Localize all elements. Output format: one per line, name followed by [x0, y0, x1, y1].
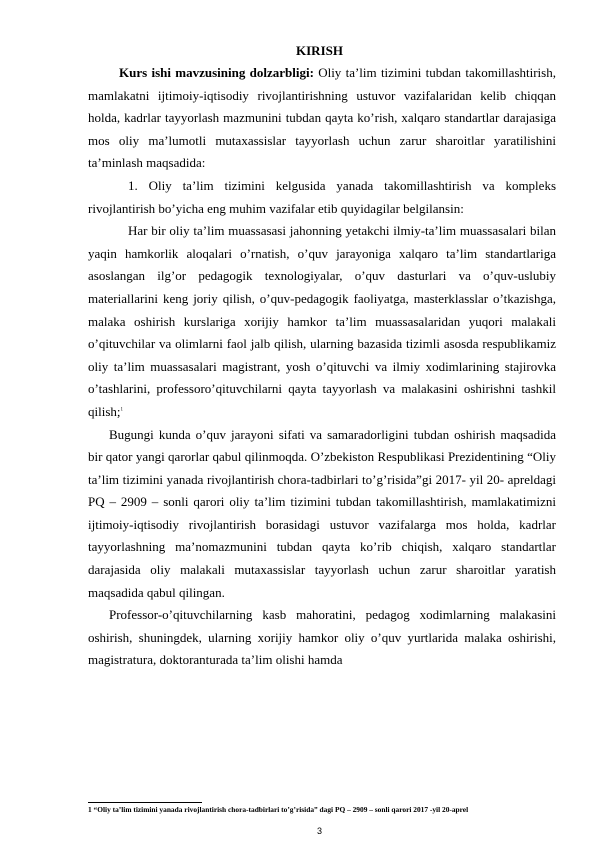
footnote-separator — [88, 802, 202, 803]
paragraph-professors: Professor-o’qituvchilarning kasb mahoratini, pedagog xodimlarning malakasini oshirish, shuningdek, ularning xorijiy hamkor oliy o’quv yurtlarida malaka oshirishi, magistratura, doktoranturada ta’lim olishi hamda — [88, 607, 556, 668]
paragraph-task-list: 1. Oliy ta’lim tizimini kelgusida yanada takomillashtirish va kompleks rivojlantirish bo’yicha eng muhim vazifalar etib quyidagilar belgilansin: — [88, 177, 556, 216]
paragraph-decree: Bugungi kunda o’quv jarayoni sifati va samaradorligini tubdan oshirish maqsadida bir qator yangi qarorlar qabul qilinmoqda. O’zbekiston Respublikasi Prezidentining “Oliy ta’lim tizimini yanada rivojlantirish chora-tadbirlari to’g’risida”gi 2017- yil 20- apreldagi PQ – 2909 – sonli qarori oliy ta’lim tizimini tubdan takomillashtirish, mamlakatimizni ijtimoiy-iqtisodiy rivojlantirish borasidagi ustuvor vazifalarga mos holda, kadrlar tayyorlashning ma’nomazmunini tubdan qayta ko’rib chiqish, xalqaro standartlar darajasida oliy malakali mutaxassislar tayyorlash uchun zarur sharoitlar yaratish maqsadida qabul qilingan. — [88, 426, 556, 600]
paragraph-lead: Kurs ishi mavzusining dolzarbligi: — [119, 65, 314, 80]
footnote-marker[interactable]: 1 — [120, 407, 124, 413]
paragraph-text: Oliy ta’lim tizimini tubdan takomillashtirish, mamlakatni ijtimoiy-iqtisodiy rivojlantirishning ustuvor vazifalaridan kelib chiqqan holda, kadrlar tayyorlash mazmunini tubdan qayta ko’rish, xalqaro standartlar darajasiga mos oliy ma’lumotli mutaxassislar tayyorlash uchun zarur sharoitlar yaratilishini ta’minlash maqsadida: — [88, 65, 556, 171]
paragraph-relevance — [88, 62, 556, 175]
page-number: 3 — [316, 826, 322, 836]
footnote: 1 “Oliy ta’lim tizimini yanada rivojlantirish chora-tadbirlari to’g’risida” dagi PQ – 2909 – sonli qarori 2017 -yil 20-aprel — [88, 805, 469, 814]
body-text — [88, 62, 556, 672]
paragraph-text: Har bir oliy ta’lim muassasasi jahonning yetakchi ilmiy-ta’lim muassasalari bilan yaqin hamkorlik aloqalari o’rnatish, o’quv jarayoniga xalqaro ta’lim standartlariga asoslangan ilg’or pedagogik texnologiyalar, o’quv dasturlari va o’quv-uslubiy materiallarini keng joriy qilish, o’quv-pedagogik faoliyatga, masterklasslar o’tkazishga, malaka oshirish kurslariga xorijiy hamkor ta’lim muassasalaridan yuqori malakali o’qituvchilar va olimlarni faol jalb qilish, ularning bazasida tizimli asosda respublikamiz oliy ta’lim muassasalari magistrant, yosh o’qituvchi va ilmiy xodimlarining stajirovka o’tashlarini, professoro’qituvchilarni qayta tayyorlash va malakasini oshirishni tashkil qilish; — [88, 223, 556, 419]
page-title: KIRISH — [296, 43, 343, 58]
paragraph-cooperation — [88, 220, 556, 423]
